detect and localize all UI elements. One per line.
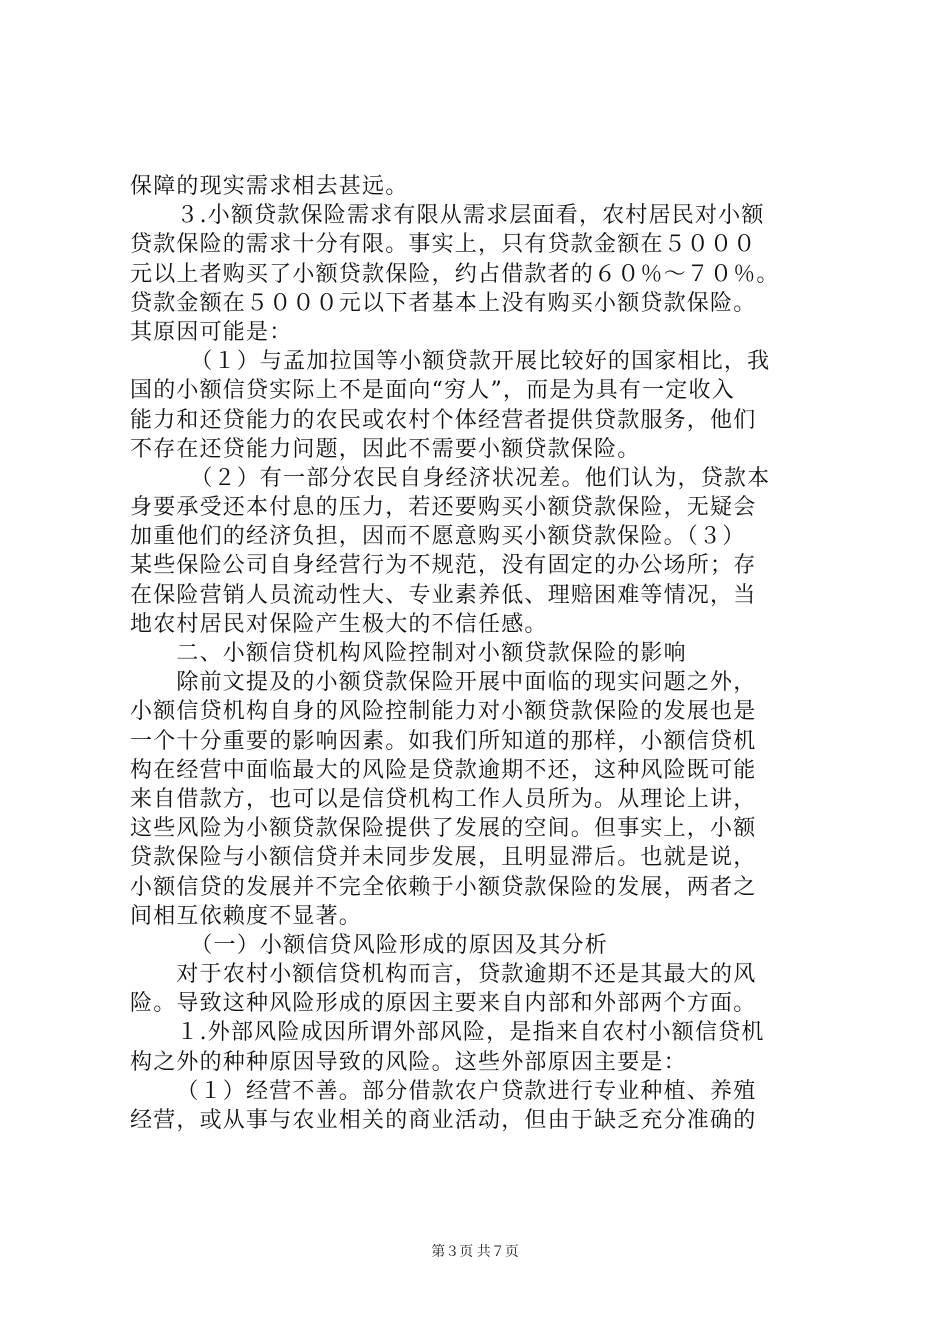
text-line: 元以上者购买了小额贷款保险，约占借款者的６０％～７０％。 bbox=[130, 261, 780, 287]
text-line: 险。导致这种风险形成的原因主要来自内部和外部两个方面。 bbox=[130, 991, 757, 1017]
text-line: 构在经营中面临最大的风险是贷款逾期不还，这种风险既可能 bbox=[130, 757, 757, 783]
text-line: 小额信贷的发展并不完全依赖于小额贷款保险的发展，两者之 bbox=[130, 874, 757, 900]
text-line: 身要承受还本付息的压力，若还要购买小额贷款保险，无疑会 bbox=[130, 495, 757, 521]
text-line: 间相互依赖度不显著。 bbox=[130, 903, 363, 929]
text-line: 能力和还贷能力的农民或农村个体经营者提供贷款服务，他们 bbox=[130, 407, 757, 433]
text-line: 加重他们的经济负担，因而不愿意购买小额贷款保险。（３） bbox=[130, 524, 746, 550]
text-line: 贷款保险与小额信贷并未同步发展，且明显滞后。也就是说， bbox=[130, 845, 757, 871]
text-line: 其原因可能是： bbox=[130, 319, 293, 345]
text-line: （一）小额信贷风险形成的原因及其分析 bbox=[190, 932, 608, 958]
text-line: ３.小额贷款保险需求有限从需求层面看，农村居民对小额 bbox=[176, 203, 765, 229]
text-line: 经营，或从事与农业相关的商业活动，但由于缺乏充分准确的 bbox=[130, 1108, 757, 1133]
body-text bbox=[130, 172, 850, 1135]
text-line: 保障的现实需求相去甚远。 bbox=[130, 174, 409, 199]
text-line: （１）经营不善。部分借款农户贷款进行专业种植、养殖 bbox=[176, 1078, 757, 1104]
text-line: 地农村居民对保险产生极大的不信任感。 bbox=[130, 611, 548, 637]
text-line: 二、小额信贷机构风险控制对小额贷款保险的影响 bbox=[176, 641, 687, 666]
text-line: （１）与孟加拉国等小额贷款开展比较好的国家相比，我 bbox=[190, 349, 771, 375]
text-line: 不存在还贷能力问题，因此不需要小额贷款保险。 bbox=[130, 436, 641, 462]
text-line: 贷款金额在５０００元以下者基本上没有购买小额贷款保险。 bbox=[130, 290, 757, 316]
text-line: １.外部风险成因所谓外部风险，是指来自农村小额信贷机 bbox=[176, 1020, 765, 1046]
text-line: 来自借款方，也可以是信贷机构工作人员所为。从理论上讲， bbox=[130, 786, 757, 812]
text-line: 一个十分重要的影响因素。如我们所知道的那样，小额信贷机 bbox=[130, 728, 757, 754]
text-line: 某些保险公司自身经营行为不规范，没有固定的办公场所；存 bbox=[130, 553, 757, 579]
text-line: 在保险营销人员流动性大、专业素养低、理赔困难等情况，当 bbox=[130, 582, 757, 608]
text-line: 这些风险为小额贷款保险提供了发展的空间。但事实上，小额 bbox=[130, 816, 757, 842]
text-line: 对于农村小额信贷机构而言，贷款逾期不还是其最大的风 bbox=[176, 962, 757, 988]
text-line: 国的小额信贷实际上不是面向“穷人”，而是为具有一定收入 bbox=[130, 378, 735, 404]
text-line: 除前文提及的小额贷款保险开展中面临的现实问题之外， bbox=[176, 670, 757, 696]
text-line: 贷款保险的需求十分有限。事实上，只有贷款金额在５０００ bbox=[130, 232, 757, 258]
text-line: 构之外的种种原因导致的风险。这些外部原因主要是： bbox=[130, 1049, 687, 1075]
page-footer: 第３页 共７页 bbox=[431, 1245, 519, 1260]
text-line: 小额信贷机构自身的风险控制能力对小额贷款保险的发展也是 bbox=[130, 699, 757, 725]
text-line: （２）有一部分农民自身经济状况差。他们认为，贷款本 bbox=[190, 465, 771, 491]
